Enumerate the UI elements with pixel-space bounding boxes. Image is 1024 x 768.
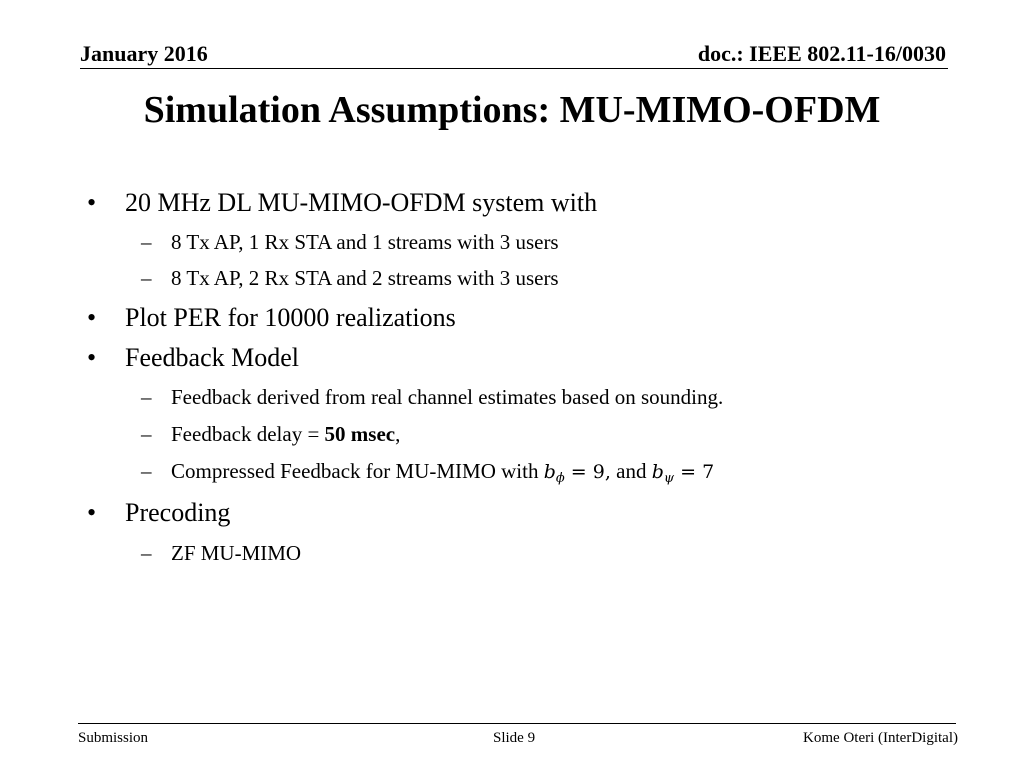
- header-divider: [80, 68, 948, 69]
- math-sub-phi: ϕ: [555, 471, 565, 486]
- sub-bullet-config-1: [141, 229, 559, 255]
- sub-bullet-text-prefix: Compressed Feedback for MU-MIMO with: [171, 459, 544, 483]
- bullet-system: [87, 188, 598, 218]
- sub-bullet-marker: –: [141, 422, 152, 446]
- math-eq-7: = 7: [674, 461, 715, 483]
- bullet-marker: •: [87, 303, 97, 332]
- bullet-feedback-model: [87, 343, 300, 373]
- sub-bullet-text: 8 Tx AP, 2 Rx STA and 2 streams with 3 users: [171, 266, 559, 290]
- header-doc-id: doc.: IEEE 802.11-16/0030: [697, 41, 946, 66]
- math-var-b: b: [651, 461, 664, 483]
- bullet-marker: •: [87, 188, 97, 217]
- sub-bullet-text-prefix: Feedback delay =: [171, 422, 325, 446]
- footer-author: Kome Oteri (InterDigital): [803, 730, 958, 746]
- bullet-text: Plot PER for 10000 realizations: [125, 303, 456, 332]
- math-eq-9: = 9,: [564, 461, 611, 483]
- b-phi-equation: [543, 461, 611, 486]
- sub-bullet-text: Feedback derived from real channel estimates based on sounding.: [171, 385, 724, 409]
- sub-bullet-compressed-feedback: [141, 458, 715, 486]
- sub-bullet-marker: –: [141, 230, 152, 254]
- slide-title: Simulation Assumptions: MU-MIMO-OFDM: [143, 89, 881, 131]
- bullet-plot-per: [87, 303, 456, 333]
- bullet-text: Feedback Model: [125, 343, 300, 372]
- sub-bullet-zf-mu-mimo: [141, 540, 302, 566]
- math-var-b: b: [543, 461, 556, 483]
- sub-bullet-config-2: [141, 265, 559, 291]
- feedback-delay-value: 50 msec: [324, 422, 396, 446]
- bullet-marker: •: [87, 343, 97, 372]
- sub-bullet-feedback-delay: [141, 421, 401, 447]
- sub-bullet-text-suffix: ,: [395, 422, 401, 446]
- sub-bullet-marker: –: [141, 385, 152, 409]
- b-psi-equation: [651, 461, 715, 486]
- bullet-text: 20 MHz DL MU-MIMO-OFDM system with: [125, 188, 598, 217]
- footer-submission: Submission: [78, 730, 149, 746]
- bullet-precoding: [87, 498, 231, 528]
- bullet-text: Precoding: [125, 498, 231, 527]
- sub-bullet-marker: –: [141, 459, 152, 483]
- sub-bullet-feedback-source: [141, 384, 724, 410]
- sub-bullet-marker: –: [141, 541, 152, 565]
- sub-bullet-text: 8 Tx AP, 1 Rx STA and 1 streams with 3 users: [171, 230, 559, 254]
- math-sub-psi: ψ: [663, 471, 675, 486]
- sub-bullet-and: and: [610, 459, 652, 483]
- footer-divider: [78, 723, 956, 724]
- sub-bullet-marker: –: [141, 266, 152, 290]
- footer-slide-number: Slide 9: [493, 730, 536, 746]
- bullet-marker: •: [87, 498, 97, 527]
- header-date: January 2016: [80, 41, 208, 66]
- sub-bullet-text: ZF MU-MIMO: [171, 541, 302, 565]
